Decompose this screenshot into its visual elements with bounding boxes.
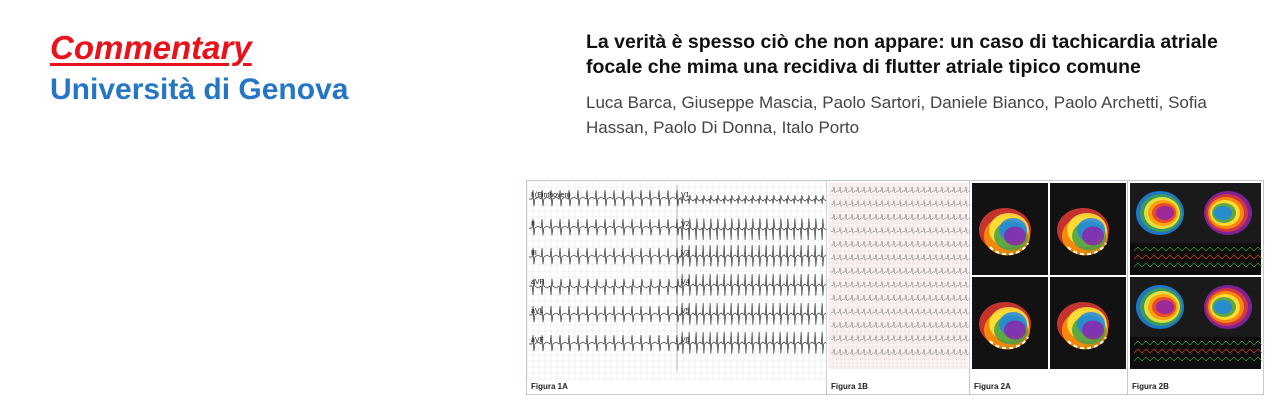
figure-1b-caption: Figura 1B	[831, 382, 868, 391]
figure-2a-caption: Figura 2A	[974, 382, 1011, 391]
figure-strip	[526, 180, 1264, 395]
figure-2b-caption: Figura 2B	[1132, 382, 1169, 391]
lead-label-left: I (Einthoven)	[531, 192, 571, 199]
article-authors: Luca Barca, Giuseppe Mascia, Paolo Sartori, Daniele Bianco, Paolo Archetti, Sofia Hassan, Paolo Di Donna, Italo Porto	[586, 93, 1207, 137]
lead-label-right: V4	[681, 279, 690, 286]
article-title: La verità è spesso ciò che non appare: un caso di tachicardia atriale focale che mima una recidiva di flutter atriale tipico comune	[586, 31, 1218, 78]
figure-2b-maps	[1128, 181, 1263, 394]
lead-label-left: II	[531, 221, 535, 228]
ecg-grid-image	[827, 181, 970, 381]
activation-map-image	[1128, 181, 1263, 381]
lead-label-left: III	[531, 250, 537, 257]
figure-2a-maps	[970, 181, 1128, 394]
lead-label-right: V2	[681, 221, 690, 228]
left-header	[50, 28, 348, 110]
lead-label-left: aVR	[531, 279, 545, 286]
electroanatomic-map-image	[970, 181, 1128, 381]
commentary-heading: Commentary	[50, 29, 252, 66]
lead-label-left: aVL	[531, 308, 544, 315]
figure-1a-ecg	[527, 181, 827, 394]
lead-label-right: V3	[681, 250, 690, 257]
lead-label-right: V5	[681, 308, 690, 315]
lead-label-right: V1	[681, 192, 690, 199]
figure-1a-caption: Figura 1A	[531, 382, 568, 391]
lead-label-left: aVF	[531, 337, 544, 344]
ecg-12-lead-image	[527, 181, 827, 381]
figure-1b-ecg	[827, 181, 970, 394]
university-name: Università di Genova	[50, 73, 349, 106]
lead-label-right: V6	[681, 337, 690, 344]
